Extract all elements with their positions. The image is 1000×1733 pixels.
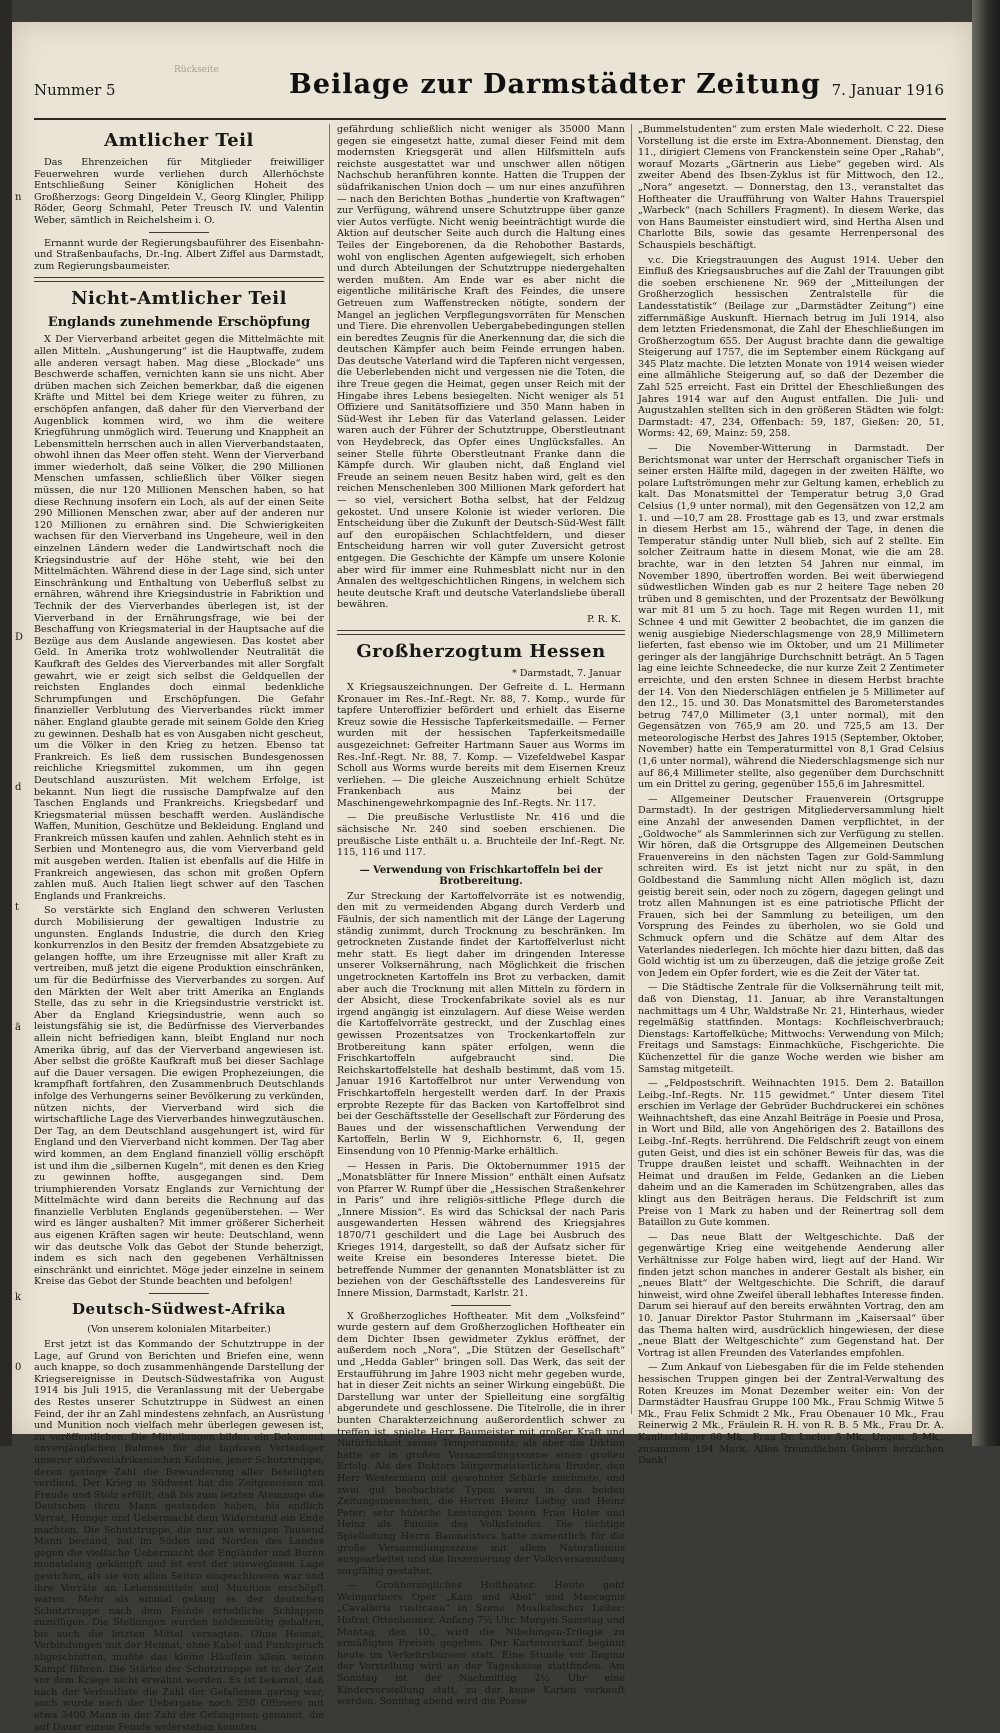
article-signature: P. R. K. — [587, 613, 621, 625]
header-rule — [34, 118, 946, 120]
double-separator — [34, 277, 324, 282]
issue-date: 7. Januar 1916 — [831, 81, 944, 99]
column-3 — [638, 124, 944, 1467]
margin-mark: k — [15, 1292, 22, 1303]
margin-mark: d — [15, 782, 22, 793]
section-heading-official: Amtlicher Teil — [104, 130, 254, 151]
masthead — [34, 67, 944, 107]
news-item-potato-bread: Zur Streckung der Kartoffelvorräte ist es notwendig, den mit zu vermeidenden Abgang durch Verderb und Fäulnis, der sich namentlich mit der Länge der Lagerung ständig zunimmt, durch Trocknung zu beschränken. Im getrockneten Zustande findet der Kartoffelverlust nicht mehr statt. Es liegt daher im dringenden Interesse unserer Volksernährung, nach Möglichkeit die frischen ungetrockneten Kartoffeln ins Brot zu verbacken, damit aber auch die Trocknung mit allen Mitteln zu fördern in der Absicht, diese Trockenfabrikate soviel als es nur irgend angängig ist einzulagern. Auf diese Weise werden die Kartoffelvorräte gestreckt, und der Zuschlag eines gewissen Prozentsatzes von Trockenkartoffeln zur Brotbereitung kann später erfolgen, wenn die Frischkartoffeln aufgebraucht sind. Die Reichskartoffelstelle hat deshalb bestimmt, daß vom 15. Januar 1916 Kartoffelbrot nur unter Verwendung von Frischkartoffeln hergestellt werden darf. In der Praxis erprobte Rezepte für das Backen von Kartoffelbrot sind bei der Geschäftsstelle der Gesellschaft zur Förderung des Baues und der wissenschaftlichen Verwendung der Kartoffeln, Berlin W 9, Eichhornstr. 6, II, gegen Einsendung von 10 Pfennig-Marke erhältlich. — [337, 890, 625, 1157]
margin-mark: n — [15, 192, 22, 203]
news-item-casualty-list: — Die preußische Verlustliste Nr. 416 und die sächsische Nr. 240 sind soeben erschienen. Die preußische Liste enthält u. a. Bruchteile der Inf.-Regt. Nr. 115, 116 und 117. — [337, 812, 625, 859]
column-1 — [34, 124, 324, 1733]
newspaper-title: Beilage zur Darmstädter Zeitung — [289, 69, 821, 100]
separator — [149, 1293, 209, 1294]
margin-mark: t — [15, 902, 20, 913]
article-southwest-paragraph-1: Erst jetzt ist das Kommando der Schutztruppe in der Lage, auf Grund von Berichten und Briefen eine, wenn auch knappe, so doch zusammenhängende Darstellung der Kriegsereignisse in Deutsch-Südwestafrika von August 1914 bis Juli 1915, die Veranlassung mit der Uebergabe des Restes unserer Schutztruppe in Südwest an einen Feind, der ihr an Zahl mindestens zehnfach, an Ausrüstung und Munition noch vielfach mehr überlegen gewesen ist, zu veröffentlichen. Die Mitteilungen bilden ein Dokument unvergänglichen Ruhmes für die tapferen Verteidiger unserer südwestafrikanischen Kolonie, jener Schutztruppe, deren geringe Zahl die Bewunderung aller Beteiligten verdient. Der Krieg in Südwest hat die Zeitgenossen mit Freude und Stolz erfüllt, daß bis zum letzten Atemzuge die Deutschen ihren Mann gestanden haben, bis endlich Verrat, Hunger und Uebermacht dem Widerstand ein Ende machten. Die Schutztruppe, die nur aus wenigen Tausend Mann bestand, hat im Süden und Norden des Landes gegen die vielfache Uebermacht der Engländer und Buren monatelang gekämpft und ist erst der ausweglosen Lage gewichen, als sie von allen Seiten eingeschlossen war und ihre Vorräte an Lebensmitteln und Munition erschöpft waren. Mehr als einmal gelang es der deutschen Schutztruppe nach dem Feinde erhebliche Schlappen zuzufügen. Die Stellungen wurden heldenmütig gehalten, bis auch die letzten Mittel versagten. Ohne Heimat, Verbindungen mit der Heimat, ohne Kabel und Funkspruch abgeschnitten, mußte das kleine Häuflein allein seinen Kampf führen. Die Stärke der Schutztruppe ist in der Zeit vor dem Kriege nicht erwähnt worden. Es ist bekannt, daß nach der Verlustliste die Zahl der Gefallenen gering war, auch wurde nach der Uebergabe noch 250 Offiziere mit etwa 3400 Mann in der Zahl der Gefangenen genannt, die auf Dauer einem Feinde widerstehen konnten. — [34, 1339, 324, 1733]
news-item-world-history: — Das neue Blatt der Weltgeschichte. Daß der gegenwärtige Krieg eine weitgehende Aenderung aller Verhältnisse zur Folge haben wird, liegt auf der Hand. Wir finden jetzt schon manches in anderer Gestalt als bisher, ein „neues Blatt“ der Weltgeschichte. Die Schrift, die darauf hinweist, wird ohne Zweifel überall lebhaftes Interesse finden. Darum sei hierauf auf den bereits erwähnten Vortrag, den am 10. Januar Direktor Pastor Stuhrmann im „Kaisersaal“ über das Thema halten wird, ausdrücklich hingewiesen, der diese „neue Blatt der Weltgeschichte“ zum Gegenstand hat. Der Vortrag ist allen Freunden des Vaterlandes empfohlen. — [638, 1231, 944, 1359]
news-item-theatre-continued: „Bummelstudenten“ zum ersten Male wiederholt. C 22. Diese Vorstellung ist die erste im Extra-Abonnement. Dienstag, den 11., dirigiert Clemens von Franckenstein seine Oper „Rahab“, worauf Mozarts „Gärtnerin aus Liebe“ gegeben wird. Als zweiter Abend des Ibsen-Zyklus ist für Mittwoch, den 12., „Nora“ angesetzt. — Donnerstag, den 13., veranstaltet das Hoftheater die Uraufführung von Walter Hahns Trauerspiel „Warbeck“ (nach Schillers Fragment). In diesem Werke, das von Hans Baumeister einstudiert wird, sind Hertha Alsen und Charlotte Bils, sowie das gesamte Herrenpersonal des Schauspiels beschäftigt. — [638, 124, 944, 251]
news-item-court-theatre-review: X Großherzogliches Hoftheater. Mit dem „Volksfeind“ wurde gestern auf dem Großherzoglichen Hoftheater ein dem Dichter Ibsen gewidmeter Zyklus eröffnet, der außerdem noch „Nora“, „Die Stützen der Gesellschaft“ und „Hedda Gabler“ bringen soll. Das Werk, das seit der Erstaufführung im Jahre 1903 nicht mehr gegeben wurde, hat in dieser Zeit nichts an seiner Wirkung eingebüßt. Die Darstellung war unter der Spielleitung eine sorgfältig abgerundete und geschlossene. Die Titelrolle, die in ihrer bunten Charakterzeichnung außerordentlich schwer zu treffen ist, spielte Herr Baumeister mit großer Kraft und Natürlichkeit seines Temperaments; als aber die Diktion hatte er in großen Versammlungsszene einen großen Erfolg. Als des Doktors bürgermeisterlichen Bruder, den Herr Westermann mit gewohnter Schärfe zeichnete, und zwei gut beobachtete Typen waren in den beiden Zeitungsmenschen, die Herren Heinz Liebig und Heinz Peter; sehr hübsche Leistungen boten Frau Hofer und Heinz als Familie des Volksfeindes. Die tüchtige Spielleitung Herrn Baumeisters hatte namentlich für die große Versammlungsszene mit allem Naturalismus ausgearbeitet und die Inszenierung der Volksversammlung sorgfältig gestaltet. — [337, 1310, 625, 1577]
column-divider-1 — [329, 124, 330, 1414]
column-2 — [337, 124, 625, 1708]
left-background-strip — [0, 0, 12, 1446]
book-spine — [972, 0, 1000, 1446]
official-notice-2: Ernannt wurde der Regierungsbauführer des Eisenbahn- und Straßenbaufachs, Dr.-Ing. Albert Ziffel aus Darmstadt, zum Regierungsbaumeister. — [34, 237, 324, 272]
news-item-war-weddings: v.c. Die Kriegstrauungen des August 1914. Ueber den Einfluß des Kriegsausbruches auf die Zahl der Trauungen gibt die soeben erschienene Nr. 969 der „Mitteilungen der Großherzoglich hessischen Zentralstelle für die Landesstatistik“ (Beilage zur „Darmstädter Zeitung“) eine ziffernmäßige Auskunft. Hiernach betrug im Juli 1914, also dem letzten Friedensmonat, die Zahl der Eheschließungen im Großherzogtum 655. Der August brachte dann die gewaltige Steigerung auf 1757, die im September einem Rückgang auf 345 Platz machte. Die letzten Monate von 1914 weisen wieder eine allmähliche Steigerung auf, so daß der Dezember die Zahl 525 erreicht. Fast ein Drittel der Eheschließungen des Jahres 1914 war auf den August entfallen. Die Juli- und Augustzahlen stellten sich in den größeren Städten wie folgt: Darmstadt: 47, 234, Offenbach: 59, 187, Gießen: 20, 51, Worms: 42, 69, Mainz: 59, 258. — [638, 254, 944, 440]
article-title-southwest-africa: Deutsch-Südwest-Afrika — [72, 1300, 286, 1319]
separator — [451, 1305, 511, 1306]
separator — [149, 232, 209, 233]
news-item-hessen-paris: — Hessen in Paris. Die Oktobernummer 1915 der „Monatsblätter für Innere Mission“ enthält einen Aufsatz von Pfarrer W. Rumpf über die „Hessischen Straßenkehrer in Paris“ und ihre religiös-sittliche Pflege durch die „Innere Mission“. Es wird das Schicksal der nach Paris ausgewanderten Hessen während des Kriegsjahres 1870/71 geschildert und die Lage bei Ausbruch des Krieges 1914, dargestellt, so daß der Aufsatz sicher für weite Kreise ein besonderes Interesse bietet. Die betreffende Nummer der genannten Monatsblätter ist zu beziehen von der Geschäftsstelle des Landesvereins für Innere Mission, Darmstadt, Karlstr. 21. — [337, 1160, 625, 1300]
margin-mark: D — [15, 632, 24, 643]
section-heading-nonofficial: Nicht-Amtlicher Teil — [71, 288, 287, 310]
issue-number: Nummer 5 — [34, 81, 116, 99]
dateline: * Darmstadt, 7. Januar — [512, 667, 621, 679]
newspaper-page — [12, 22, 972, 1733]
article-byline: (Von unserem kolonialen Mitarbeiter.) — [87, 1324, 271, 1336]
news-item-november-weather: — Die November-Witterung in Darmstadt. Der Berichtsmonat war unter der Herrschaft organischer Tiefs in seiner ersten Hälfte mild, dagegen in der zweiten Hälfte, wo polare Luftströmungen mehr zur Geltung kamen, erheblich zu kalt. Das Monatsmittel der Temperatur betrug 3,0 Grad Celsius (1,9 unter normal), mit den Gegensätzen von 12,2 am 1. und —10,7 am 28. Frosttage gab es 13, und zwar erstmals in diesem Herbst am 15., während der Tage, in denen die Temperatur ständig unter Null blieb, sich auf 2 stellte. Ein solcher Zeitraum hatte in diesem Monat, wie die am 28. brachte, war in den letzten 54 Jahren nur einmal, im November 1890, übertroffen worden. Bei weit überwiegend südwestlichen Winden gab es nur 2 heitere Tage neben 20 trüben und 8 gemischten, und der Prozentsatz der Bewölkung war mit 81 um 5 zu hoch. Tage mit Regen wurden 11, mit Schnee 4 und mit Gewitter 2 beobachtet, die im ganzen die wenig ausgiebige Niederschlagsmenge von 28,9 Millimetern lieferten, fast ebenso wie im Oktober, und um 21 Millimeter geringer als der langjährige Durchschnitt beträgt. An 5 Tagen lag eine leichte Schneedecke, die nur kurze Zeit 2 Zentimeter erreichte, und den ersten Schnee in diesem Herbst brachte der 14. Von den Niederschlägen entfielen je 5 Millimeter auf den 12., 15. und 30. Das Monatsmittel des Barometerstandes betrug 747,0 Millimeter (3,1 unter normal), mit den Gegensätzen von 765,9 am 20. und 725,5 am 13. Der meteorologische Herbst des Jahres 1915 (September, Oktober, November) hatte ein Temperaturmittel von 8,1 Grad Celsius (1,6 unter normal), während die Niederschlagsmenge sich nur auf 86,4 Millimeter stellte, also gegenüber dem Durchschnitt um ein Drittel zu gering, gegenüber 155,6 im Jahresmittel. — [638, 443, 944, 791]
margin-mark: ä — [15, 1022, 21, 1033]
column-divider-2 — [631, 124, 632, 1414]
official-notice-1: Das Ehrenzeichen für Mitglieder freiwilliger Feuerwehren wurde verliehen durch Allerhöchste Entschließung Seiner Königlichen Hoheit des Großherzogs: Georg Dingeldein V., Georg Klingler, Philipp Röder, Georg Schmahl, Peter Treusch IV. und Valentin Weber, sämtlich in Reichelsheim i. O. — [34, 157, 324, 226]
article-england-paragraph-1: X Der Vierverband arbeitet gegen die Mittelmächte mit allen Mitteln. „Aushungerung“ ist die Hauptwaffe, zudem alle anderen versagt haben. Mag diese „Blockade“ uns Beschwerde schaffen, vernichten kann sie uns nicht. Aber drüben machen sich Zeichen bemerkbar, daß die eigenen Kräfte und Mittel bei dem Kriege weiter zu führen, zu erschöpfen anfangen, daß daher für den Vierverband der Augenblick kommen wird, wo ihm die weitere Kriegführung unmöglich wird. Teuerung und Knappheit an Lebensmitteln herrschen auch in allen Vierverbandstaaten, obwohl ihnen das Meer offen steht. Wenn der Vierverband immer wiederholt, daß seine Völker, die 290 Millionen Menschen umfassen, schließlich über Völker siegen müssen, die nur 120 Millionen Menschen haben, so hat diese Rechnung insofern ein Loch, als auf der einen Seite 290 Millionen Menschen zwar, aber auf der anderen nur 120 Millionen zu ernähren sind. Die Schwierigkeiten wachsen für den Vierverband ins Ungeheure, weil in den einzelnen Ländern weder die Landwirtschaft noch die Kriegsindustrie auf der Höhe steht, wie bei den Mittelmächten. Während diese in der Lage sind, sich unter Einschränkung und Enthaltung von Ueberfluß selbst zu ernähren, während ihre Kriegsindustrie in Fabriktion und Technik der des Vierverbandes überlegen ist, ist der Vierverband in der Ernährungsfrage, wie bei der Beschaffung von Kriegsmaterial in der Hauptsache auf die Bezüge aus dem Auslande angewiesen. Das kostet aber Geld. In Amerika trotz wohlwollender Neutralität die Kaufkraft des Geldes des Vierverbandes mit aller Sorgfalt gewahrt, wie er zeigt sich selbst die Geldquellen der reichsten Englandes doch einmal bedenkliche Schrumpfungen und Erschöpfungen. Die Gefahr finanzieller Verblutung des Vierverbandes rückt immer näher. England glaubte gerade mit seinem Golde den Krieg zu gewinnen. Deshalb hat es von Ausgaben nicht gescheut, um die Völker in den Krieg zu hetzen. Ebenso tat Frankreich. Es ließ dem russischen Bundesgenossen reichliche Kriegsmittel zukommen, um ihn gegen Deutschland auszurüsten. Mit welchem Erfolge, ist bekannt. Nun liegt die russische Dampfwalze auf den Taschen Englands und Frankreichs. Kriegsbedarf und Kriegsmaterial müssen beschafft werden. Ausländische Waffen, Munition, Geschütze und Bekleidung. England und Frankreich müssen kaufen und zahlen. Aehnlich steht es in Serbien und Montenegro aus, die vom Vierverband geld mit ausgeben werden. Italien ist ebenfalls auf die Hilfe in Frankreich angewiesen, das schon mit großen Opfern zahlen muß. Auch Italien liegt schwer auf den Taschen Englands und Frankreichs. — [34, 334, 324, 902]
news-item-field-publication: — „Feldpostschrift. Weihnachten 1915. Dem 2. Bataillon Leibg.-Inf.-Regts. Nr. 115 gewidmet.“ Unter diesem Titel erschien im Verlage der Gebrüder Buchdruckerei ein schönes Weihnachtsheft, das eine Anzahl Beiträge in Poesie und Prosa, in Wort und Bild, alle von Angehörigen des 2. Bataillons des Leibg.-Inf.-Regts. herrührend. Die Feldschrift zeugt von einem guten Geist, und dies ist ein schöner Beweis für das, was die Truppe draußen leistet und schafft. Weihnachten in der Heimat und draußen im Felde, Gedanken an die Lieben daheim und an die Kameraden im Schützengraben, alles das klingt aus den Beiträgen heraus. Die Feldschrift ist zum Preise von 1 Mark zu haben und der Reinertrag soll dem Bataillon zu Gute kommen. — [638, 1078, 944, 1229]
article-england-paragraph-2: So verstärkte sich England den schweren Verlusten durch Mobilisierung der gewaltigen Industrie zu ungunsten. Englands Industrie, die durch den Krieg konkurrenzlos in den Besitz der fremden Absatzgebiete zu gelangen hoffte, um ihre Erzeugnisse mit aller Kraft zu vertreiben, muß jetzt die eigene Produktion einschränken, um für die Bedürfnisse des Vierverbandes zu sorgen. Auf den Märkten der Welt aber tritt Amerika an Englands Stelle, das zu sehr in die Kriegsindustrie verstrickt ist. Aber da England Kriegsindustrie, wenn auch so leistungsfähig sie ist, die Bedürfnisse des Vierverbandes allein nicht befriedigen kann, bleibt England nur noch Amerika übrig, auf das der Vierverband angewiesen ist. Aber selbst die größte Kaufkraft muß bei dieser Sachlage auf die Dauer versagen. Die ewigen Prophezeiungen, die krampfhaft fortfahren, den Zusammenbruch Deutschlands infolge des Verhungerns seiner Bevölkerung zu verkünden, nützen nichts, der Vierverband wird sich die wirtschaftliche Lage des Vierverbandes hinwegzutäuschen. Der Tag, an dem Deutschland ausgehungert ist, wird für England und den Vierverband nicht kommen. Der Tag aber wird kommen, an dem England finanziell völlig erschöpft ist und ihm die „silbernen Kugeln“, mit denen es den Krieg zu gewinnen hoffte, ausgegangen sind. Dem triumphierenden Vorsatz Englands zur Vernichtung der Mittelmächte wird dann bereits die Rechnung auf das finanzielle Verbluten Englands gegenüberstehen. — Wer wird es länger aushalten? Mit immer größerer Sicherheit aus eigenen Kräften sagen wir heute: Deutschland, wenn wir das deutsche Volk das Gebot der Stunde beherzigt, indem es sich nach den gegebenen Verhältnissen einschränkt und einrichtet. Möge jeder einzelne in seinem Kreise das Gebot der Stunde beachten und befolgen! — [34, 905, 324, 1288]
news-item-potato-title: — Verwendung von Frischkartoffeln bei der Brotbereitung. — [359, 864, 603, 887]
margin-mark: 0 — [15, 1362, 22, 1373]
news-item-womens-association: — Allgemeiner Deutscher Frauenverein (Ortsgruppe Darmstadt). In der gestrigen Mitgliederversammlung hielt eine Anzahl der anwesenden Damen verpflichtet, in der „Goldwoche“ als Sammlerinnen sich zur Verfügung zu stellen. Wir hören, daß die Ortsgruppe des Allgemeinen Deutschen Frauenvereins in den nächsten Tagen zur Gold-Sammlung schreiten wird. Es ist jetzt nicht nur zu spät, in den Goldbestand die Sammlung nicht Allen möglich ist, dazu geistig bereit sein, oder noch zu zögern, dagegen gelingt und trotz allen Mahnungen ist es eine patriotische Pflicht der Frauen, sich bei der Sammlung zu beteiligen, um den Vorsprung des Feindes zu überholen, wo sie Gold und Schmuck opfern und die Schätze auf dem Altar des Vaterlandes niederlegen. Ich möchte hier dazu bitten, daß das Gold wichtig ist um zu überzeugen, daß die jetzige große Zeit von Jedem ein Opfer fordert, wie es die Zeit der Väter tat. — [638, 793, 944, 979]
news-item-donations: — Zum Ankauf von Liebesgaben für die im Felde stehenden hessischen Truppen gingen bei der Zentral-Verwaltung des Roten Kreuzes im Monat Dezember weiter ein: Von der Darmstädter Hausfrau Gruppe 100 Mk., Frau Schmig Witwe 5 Mk., Frau Felix Schmidt 2 Mk., Frau Obenauer 10 Mk., Frau Reinerwig 2 Mk., Fräulein R. H. von R. B. 5 Mk., Frau Dr. A. Kanitschläger 60 Mk., Frau Dr. Lucius 5 Mk., Ungen. 5 Mk., zusammen 194 Mark. Allen freundlichen Gebern herzlichen Dank! — [638, 1362, 944, 1467]
article-title-england: Englands zunehmende Erschöpfung — [47, 315, 311, 331]
section-heading-hessen: Großherzogtum Hessen — [356, 640, 606, 662]
news-item-war-decorations: X Kriegsauszeichnungen. Der Gefreite d. L. Hermann Kronauer im Res.-Inf.-Regt. Nr. 88, 7. Komp., wurde für tapfere Unteroffizier befördert und erhielt das Eiserne Kreuz sowie die Hessische Tapferkeitsmedaille. — Ferner wurden mit der hessischen Tapferkeitsmedaille ausgezeichnet: Gefreiter Hartmann Sauer aus Worms im Res.-Inf.-Regt. Nr. 88, 7. Komp. — Vizefeldwebel Kaspar Scholl aus Worms wurde bereits mit dem Eisernen Kreuz verliehen. — Die gleiche Auszeichnung erhielt Schütze Frankenbach aus Mainz bei der Maschinengewehrkompagnie des Inf.-Regts. Nr. 117. — [337, 681, 625, 809]
double-separator — [337, 630, 625, 635]
news-item-nutrition-centre: — Die Städtische Zentrale für die Volksernährung teilt mit, daß von Dienstag, 11. Januar, ab ihre Veranstaltungen nachmittags um 4 Uhr, Waldstraße Nr. 21, Hinterhaus, wieder regelmäßig stattfinden. Montags: Kochfleischverbrauch; Dienstags: Kartoffelküche; Mittwochs: Verwendung von Milch; Freitags und Samstags: Einmachküche, Fischgerichte. Die Küchenzettel für die ganze Woche werden wie bisher am Samstag mitgeteilt. — [638, 982, 944, 1075]
article-southwest-continued: gefährdung schließlich nicht weniger als 35000 Mann gegen sie eingesetzt hatte, zumal dieser Feind mit dem modernsten Kriegsgerät und allen Hilfsmitteln aufs reichste ausgestattet war und unschwer allen nötigen Nachschub heranführen konnte. Hatten die Truppen der südafrikanischen Union doch — um nur eines anzuführen — nach den Berichten Bothas „hundertie von Kraftwagen“ zur Verfügung, während unsere Schutztruppe über ganze vier Autos verfügte. Nicht wenig beeinträchtigt wurde die Aktion auf deutscher Seite auch durch die Haltung eines Teiles der Eingeborenen, da die Rehobother Bastards, wohl von englischen Agenten aufgewiegelt, sich erhoben und durch Abteilungen der Schutztruppe niedergehalten werden mußten. Am Ende war es aber nicht die eigentliche militärische Kraft des Feindes, die unsere Getreuen zum Waffenstrecken nötigte, sondern der Mangel an jeglichen Verpflegungsvorräten für Menschen und Tiere. Die ehrenvollen Uebergabebedingungen stellen ein beredtes Zeugnis für die Anerkennung dar, die sich die deutschen Kämpfer auch beim Feinde errungen haben. Das deutsche Vaterland wird die Tapferen nicht vergessen, die Ueberlebenden nicht und vergessen nie die Toten, die ihre Treue gegen die Heimat, gegen unser Reich mit der Hingabe ihres Lebens besiegelten. Nicht weniger als 51 Offiziere und Sanitätsoffiziere und 350 Mann haben in Süd-West ihr Leben für das Vaterland gelassen. Leider waren auch der Führer der Schutztruppe, Oberstleutnant von Heydebreck, das Opfer eines Unglücksfalles. An seiner Stelle führte Oberstleutnant Franke dann die Kämpfe durch. Wir glauben nicht, daß England viel Freude an seinem neuen Besitz haben wird, gelt es den reichen Menschenleben 300 Millionen Mark gefordert hat — so viel, versichert Botha selbst, hat der Feldzug gekostet. Und unsere Kolonie ist wieder verloren. Die Entscheidung über die Zukunft der Deutsch-Süd-West fällt auf den europäischen Schlachtfeldern, und dieser Entscheidung harren wir voll guter Zuversicht getrost entgegen. Die Geschichte der Kämpfe um unsere Kolonie aber wird für immer eine Ruhmesblatt nicht nur in den Annalen des weltgeschichtlichen Ringens, in welchem sich heute deutsche Kraft und deutsche Vaterlandsliebe überall bewähren. — [337, 124, 625, 611]
news-item-court-theatre-program: — Großherzogliches Hoftheater. Heute geht Weingartners Oper „Kain und Abel“ und Mascagnis „Cavalleria rusticana“ in Szene. Musikalischer Leiter: Hofrat Ottenheimer. Anfang 7½ Uhr. Morgen Samstag und Montag, den 10., wird die Nibelungen-Trilogie zu ermäßigten Preisen gegeben. Der Kartenverkauf beginnt heute im Verkehrsbureau statt. Eine Stunde vor Beginn der Vorstellung wird an der Tageskasse stattfinden. Am Sonntag ist der Nachmittag 2½ Uhr eine Kindervorstellung statt, zu der keine Karten verkauft werden. Sonntag abend wird die Posse — [337, 1580, 625, 1708]
faint-stamp-text: Rückseite — [174, 65, 219, 75]
